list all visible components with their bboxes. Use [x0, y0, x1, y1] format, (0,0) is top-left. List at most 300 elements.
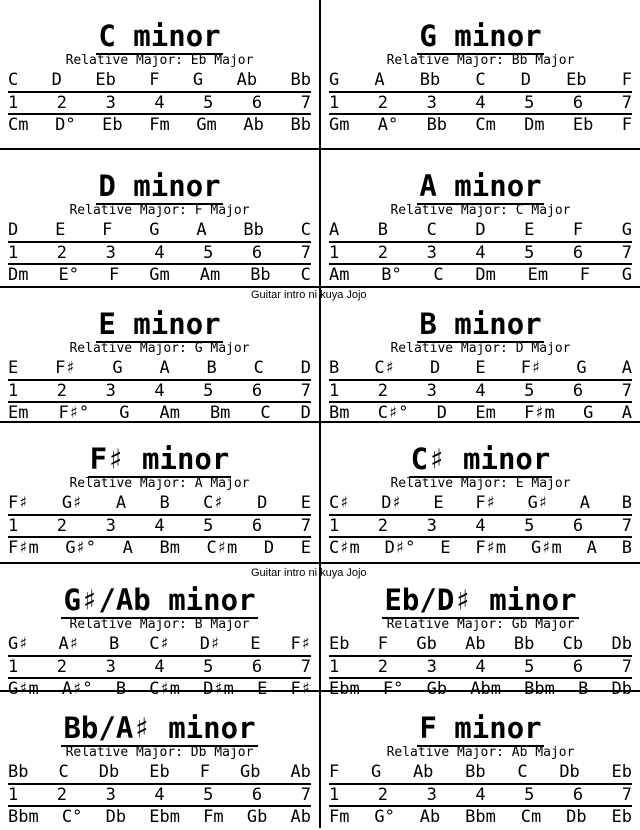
scale-note: Db	[559, 762, 580, 782]
scale-degree: 4	[154, 93, 165, 113]
scale-note: B	[621, 493, 632, 513]
chord-name: Gm	[196, 115, 217, 135]
chord-name: Dm	[475, 265, 496, 285]
scale-degree: 1	[8, 381, 19, 401]
scale-note: C	[475, 70, 486, 90]
scale-note: Cb	[562, 634, 584, 654]
table-rule	[8, 677, 311, 679]
key-title	[0, 584, 319, 616]
scale-note: C♯	[149, 634, 170, 654]
scale-note: G	[329, 70, 340, 90]
scale-degree: 1	[329, 381, 340, 401]
key-title-text: D minor	[98, 169, 221, 203]
scale-degree: 1	[8, 243, 19, 263]
chord-name: Db	[611, 679, 632, 699]
scale-degree: 6	[251, 657, 263, 677]
scale-degree: 5	[524, 516, 535, 536]
chord-name: B	[115, 679, 127, 699]
scale-degree: 4	[475, 243, 486, 263]
scale-note: F	[377, 634, 389, 654]
chord-name: Bm	[209, 403, 231, 423]
degrees-row	[329, 381, 632, 401]
scale-note: E	[433, 493, 444, 513]
chord-name: B°	[381, 265, 402, 285]
scale-note: F	[621, 70, 632, 90]
scale-note: D	[8, 220, 19, 240]
relative-major: Relative Major: Eb Major	[65, 53, 254, 68]
chords-row	[329, 807, 632, 827]
table-rule	[329, 379, 632, 381]
chord-name: Em	[8, 403, 29, 423]
notes-row	[8, 358, 311, 378]
relative-major: Relative Major: Gb Major	[386, 617, 575, 632]
scale-note: F♯	[55, 358, 76, 378]
chord-name: E°	[58, 265, 79, 285]
scale-note: D♯	[199, 634, 221, 654]
chords-row	[8, 265, 311, 285]
table-rule	[329, 241, 632, 243]
scale-degree: 4	[154, 516, 165, 536]
key-title-text: G♯/Ab minor	[63, 583, 256, 617]
chord-name: Bbm	[465, 807, 496, 827]
chord-name: B	[578, 679, 589, 699]
scale-degree: 5	[524, 785, 535, 805]
credit-text: Guitar intro ni kuya Jojo	[251, 289, 367, 301]
degrees-row	[8, 516, 311, 536]
scale-degree: 3	[105, 785, 116, 805]
chord-name: G♯m	[8, 679, 39, 699]
scale-note: F	[199, 762, 210, 782]
scale-degree: 7	[621, 657, 632, 677]
chord-name: Bb	[250, 265, 271, 285]
chord-name: B	[621, 538, 632, 558]
table-rule	[8, 241, 311, 243]
scale-note: B	[206, 358, 217, 378]
notes-row	[329, 762, 632, 782]
scale-note: B	[159, 493, 170, 513]
relative-major: Relative Major: F Major	[69, 203, 250, 218]
key-title	[321, 584, 640, 616]
notes-row	[329, 70, 632, 90]
chord-name: C♯m	[329, 538, 360, 558]
key-title-text: Bb/A♯ minor	[63, 711, 256, 745]
chord-name: Bbm	[524, 679, 555, 699]
notes-row	[329, 493, 632, 513]
key-panel	[321, 288, 640, 426]
key-title	[0, 20, 319, 52]
scale-degree: 2	[377, 381, 389, 401]
relative-major: Relative Major: B Major	[69, 617, 250, 632]
key-panel	[321, 692, 640, 830]
degrees-row	[8, 243, 311, 263]
chord-name: Fm	[329, 807, 350, 827]
key-panel	[0, 288, 319, 426]
scale-degree: 1	[329, 93, 340, 113]
key-title	[321, 20, 640, 52]
scale-note: G♯	[527, 493, 549, 513]
degrees-row	[8, 657, 311, 677]
scale-note: G	[621, 220, 632, 240]
degrees-row	[329, 785, 632, 805]
scale-note: C	[253, 358, 264, 378]
chord-name: Am	[329, 265, 350, 285]
chord-name: Gm	[149, 265, 170, 285]
chord-name: F♯m	[475, 538, 507, 558]
scale-degree: 1	[329, 516, 340, 536]
chord-name: F	[579, 265, 591, 285]
scale-note: Ab	[465, 634, 486, 654]
scale-degree: 2	[56, 785, 68, 805]
relative-major: Relative Major: Ab Major	[386, 745, 575, 760]
scale-note: G	[576, 358, 587, 378]
scale-degree: 1	[8, 93, 19, 113]
chords-row	[329, 538, 632, 558]
table-rule	[329, 677, 632, 679]
scale-degree: 5	[203, 516, 214, 536]
scale-note: Ab	[236, 70, 258, 90]
relative-major: Relative Major: Db Major	[65, 745, 254, 760]
table-rule	[8, 783, 311, 785]
relative-major: Relative Major: G Major	[69, 341, 250, 356]
scale-degree: 4	[154, 243, 165, 263]
key-title-text: F minor	[419, 711, 542, 745]
scale-degree: 2	[56, 93, 68, 113]
notes-row	[8, 493, 311, 513]
chord-name: Ab	[290, 807, 311, 827]
chord-name: Bbm	[8, 807, 39, 827]
scale-note: D♯	[381, 493, 402, 513]
chords-row	[329, 115, 632, 135]
scale-degree: 7	[621, 516, 632, 536]
chord-name: Bb	[290, 115, 311, 135]
scale-degree: 7	[300, 657, 311, 677]
chord-name: C	[300, 265, 311, 285]
chord-name: Em	[475, 403, 496, 423]
scale-note: G	[192, 70, 204, 90]
scale-note: B	[329, 358, 340, 378]
chord-name: D	[263, 538, 275, 558]
scale-degree: 3	[105, 93, 116, 113]
key-title-text: C minor	[98, 19, 221, 53]
scale-degree: 2	[56, 657, 68, 677]
key-title-text: F♯ minor	[89, 442, 230, 476]
scale-note: D	[475, 220, 486, 240]
scale-degree: 2	[56, 243, 68, 263]
scale-note: Bb	[419, 70, 441, 90]
scale-note: Bb	[290, 70, 311, 90]
scale-degree: 2	[377, 93, 389, 113]
chord-name: F°	[382, 679, 404, 699]
scale-note: F	[102, 220, 113, 240]
table-rule	[8, 401, 311, 403]
scale-degree: 7	[621, 381, 632, 401]
scale-degree: 4	[475, 381, 486, 401]
scale-degree: 7	[621, 785, 632, 805]
chord-name: D°	[55, 115, 76, 135]
chord-name: G♯m	[530, 538, 562, 558]
table-rule	[329, 263, 632, 265]
chord-name: Eb	[102, 115, 123, 135]
chord-name: Ebm	[149, 807, 180, 827]
chord-name: Fm	[149, 115, 170, 135]
scale-degree: 2	[377, 516, 389, 536]
degrees-row	[8, 785, 311, 805]
scale-note: C	[426, 220, 437, 240]
scale-degree: 1	[8, 785, 19, 805]
table-rule	[329, 91, 632, 93]
scale-note: Eb	[566, 70, 587, 90]
degrees-row	[329, 243, 632, 263]
key-panel	[0, 423, 319, 561]
key-title	[321, 308, 640, 340]
table-rule	[8, 805, 311, 807]
chord-name: Cm	[520, 807, 542, 827]
scale-degree: 1	[329, 657, 340, 677]
chord-name: F	[108, 265, 120, 285]
scale-note: F	[329, 762, 340, 782]
scale-degree: 4	[475, 516, 486, 536]
table-rule	[8, 91, 311, 93]
scale-degree: 3	[105, 657, 116, 677]
chord-name: Ebm	[329, 679, 360, 699]
key-title-text: B minor	[419, 307, 542, 341]
key-title-text: Eb/D♯ minor	[384, 583, 577, 617]
key-title	[0, 712, 319, 744]
scale-note: Db	[98, 762, 120, 782]
relative-major: Relative Major: Bb Major	[386, 53, 575, 68]
degrees-row	[329, 93, 632, 113]
table-rule	[329, 113, 632, 115]
chord-name: E	[440, 538, 451, 558]
scale-note: F♯	[520, 358, 542, 378]
notes-row	[329, 220, 632, 240]
scale-note: C♯	[329, 493, 350, 513]
chord-name: C°	[61, 807, 83, 827]
chord-name: E	[257, 679, 268, 699]
table-rule	[8, 113, 311, 115]
scale-degree: 5	[203, 243, 214, 263]
scale-note: F♯	[475, 493, 496, 513]
scale-note: A	[621, 358, 632, 378]
scale-degree: 6	[251, 243, 263, 263]
chord-name: G°	[374, 807, 395, 827]
scale-degree: 3	[105, 381, 116, 401]
chords-row	[8, 807, 311, 827]
scale-degree: 6	[572, 243, 584, 263]
scale-note: A	[374, 70, 385, 90]
key-title	[321, 170, 640, 202]
scale-note: Gb	[239, 762, 261, 782]
scale-note: D	[257, 493, 268, 513]
scale-degree: 5	[524, 381, 535, 401]
scale-degree: 3	[426, 243, 437, 263]
table-rule	[329, 655, 632, 657]
table-rule	[8, 263, 311, 265]
chord-name: Db	[566, 807, 587, 827]
chord-name: A	[586, 538, 597, 558]
chord-name: F	[621, 115, 632, 135]
scale-degree: 1	[329, 243, 340, 263]
chord-name: Dm	[524, 115, 545, 135]
scale-note: E	[300, 493, 311, 513]
key-title	[0, 308, 319, 340]
chord-name: E	[300, 538, 311, 558]
notes-row	[8, 70, 311, 90]
scale-note: A	[579, 493, 591, 513]
chord-name: G	[583, 403, 594, 423]
credit-text: Guitar intro ni kuya Jojo	[251, 567, 367, 579]
scale-degree: 5	[203, 381, 214, 401]
chord-name: Eb	[572, 115, 594, 135]
scale-note: C	[8, 70, 19, 90]
scale-note: B	[108, 634, 120, 654]
chord-name: Bm	[159, 538, 180, 558]
chord-name: A°	[377, 115, 399, 135]
scale-degree: 6	[251, 785, 263, 805]
scale-degree: 4	[154, 785, 165, 805]
key-title	[0, 170, 319, 202]
scale-degree: 7	[621, 243, 632, 263]
chord-name: F♯m	[524, 403, 555, 423]
table-rule	[329, 401, 632, 403]
scale-note: Db	[611, 634, 632, 654]
scale-degree: 7	[300, 93, 311, 113]
scale-degree: 6	[251, 516, 263, 536]
chord-name: Bb	[426, 115, 448, 135]
scale-note: Ab	[412, 762, 434, 782]
key-title-text: G minor	[419, 19, 542, 53]
key-title-text: E minor	[98, 307, 221, 341]
chord-name: D♯m	[203, 679, 234, 699]
scale-degree: 4	[475, 785, 486, 805]
scale-note: A	[159, 358, 170, 378]
chord-name: C	[260, 403, 271, 423]
chord-name: Em	[527, 265, 549, 285]
scale-note: Eb	[149, 762, 170, 782]
scale-note: E	[250, 634, 261, 654]
scale-degree: 3	[105, 243, 116, 263]
scale-degree: 6	[572, 516, 584, 536]
key-panel	[0, 150, 319, 288]
key-title	[0, 443, 319, 475]
chord-name: Gb	[246, 807, 268, 827]
scale-degree: 7	[300, 381, 311, 401]
chord-name: Bm	[329, 403, 350, 423]
chords-row	[8, 403, 311, 423]
table-rule	[8, 379, 311, 381]
scale-degree: 4	[475, 93, 486, 113]
scale-note: D	[51, 70, 62, 90]
scale-degree: 5	[524, 657, 535, 677]
chord-name: G	[621, 265, 632, 285]
scale-note: D	[520, 70, 531, 90]
scale-note: E	[8, 358, 19, 378]
chords-row	[329, 403, 632, 423]
scale-note: D	[429, 358, 441, 378]
chord-name: C	[433, 265, 444, 285]
chord-name: D♯°	[384, 538, 416, 558]
relative-major: Relative Major: C Major	[390, 203, 571, 218]
chord-name: D	[436, 403, 448, 423]
scale-degree: 2	[56, 516, 68, 536]
scale-degree: 1	[329, 785, 340, 805]
notes-row	[329, 634, 632, 654]
notes-row	[8, 634, 311, 654]
chord-name: Cm	[475, 115, 496, 135]
scale-degree: 6	[251, 93, 263, 113]
chord-name: Db	[105, 807, 127, 827]
chord-name: C♯m	[149, 679, 180, 699]
scale-note: E	[55, 220, 66, 240]
table-rule	[8, 536, 311, 538]
scale-note: Bb	[465, 762, 486, 782]
scale-note: A	[115, 493, 127, 513]
chord-name: Eb	[611, 807, 632, 827]
scale-degree: 7	[621, 93, 632, 113]
scale-note: E	[475, 358, 486, 378]
chord-name: Gb	[426, 679, 448, 699]
chord-name: Fm	[203, 807, 224, 827]
chord-name: C♯m	[206, 538, 238, 558]
chord-name: Abm	[470, 679, 501, 699]
scale-degree: 4	[154, 381, 165, 401]
chord-name: Am	[199, 265, 221, 285]
scale-note: C♯	[203, 493, 224, 513]
degrees-row	[8, 381, 311, 401]
scale-note: F♯	[8, 493, 29, 513]
chord-name: G	[119, 403, 130, 423]
table-rule	[8, 655, 311, 657]
chords-row	[8, 538, 311, 558]
scale-degree: 5	[203, 785, 214, 805]
scale-degree: 3	[426, 657, 437, 677]
scale-degree: 7	[300, 243, 311, 263]
scale-note: B	[377, 220, 389, 240]
table-rule	[329, 536, 632, 538]
chord-name: C♯°	[377, 403, 409, 423]
scale-degree: 6	[572, 657, 584, 677]
scale-degree: 2	[56, 381, 68, 401]
key-panel	[0, 564, 319, 702]
scale-note: G	[370, 762, 382, 782]
scale-note: G♯	[61, 493, 83, 513]
scale-note: Bb	[8, 762, 29, 782]
scale-degree: 5	[524, 93, 535, 113]
scale-note: C	[517, 762, 528, 782]
chord-name: F♯°	[58, 403, 90, 423]
degrees-row	[8, 93, 311, 113]
key-panel	[0, 0, 319, 138]
chord-name: Ab	[243, 115, 264, 135]
chord-name: G♯°	[65, 538, 97, 558]
scale-degree: 6	[251, 381, 263, 401]
relative-major: Relative Major: A Major	[69, 476, 250, 491]
scale-note: C	[58, 762, 69, 782]
scale-note: F♯	[290, 634, 311, 654]
scale-note: C	[300, 220, 311, 240]
key-title	[321, 443, 640, 475]
key-panel	[321, 564, 640, 702]
key-panel	[0, 692, 319, 830]
notes-row	[329, 358, 632, 378]
degrees-row	[329, 516, 632, 536]
chord-name: Gm	[329, 115, 350, 135]
scale-degree: 6	[572, 381, 584, 401]
scale-note: F	[572, 220, 584, 240]
chord-name: A♯°	[61, 679, 93, 699]
chord-name: A	[621, 403, 632, 423]
scale-note: Eb	[611, 762, 632, 782]
